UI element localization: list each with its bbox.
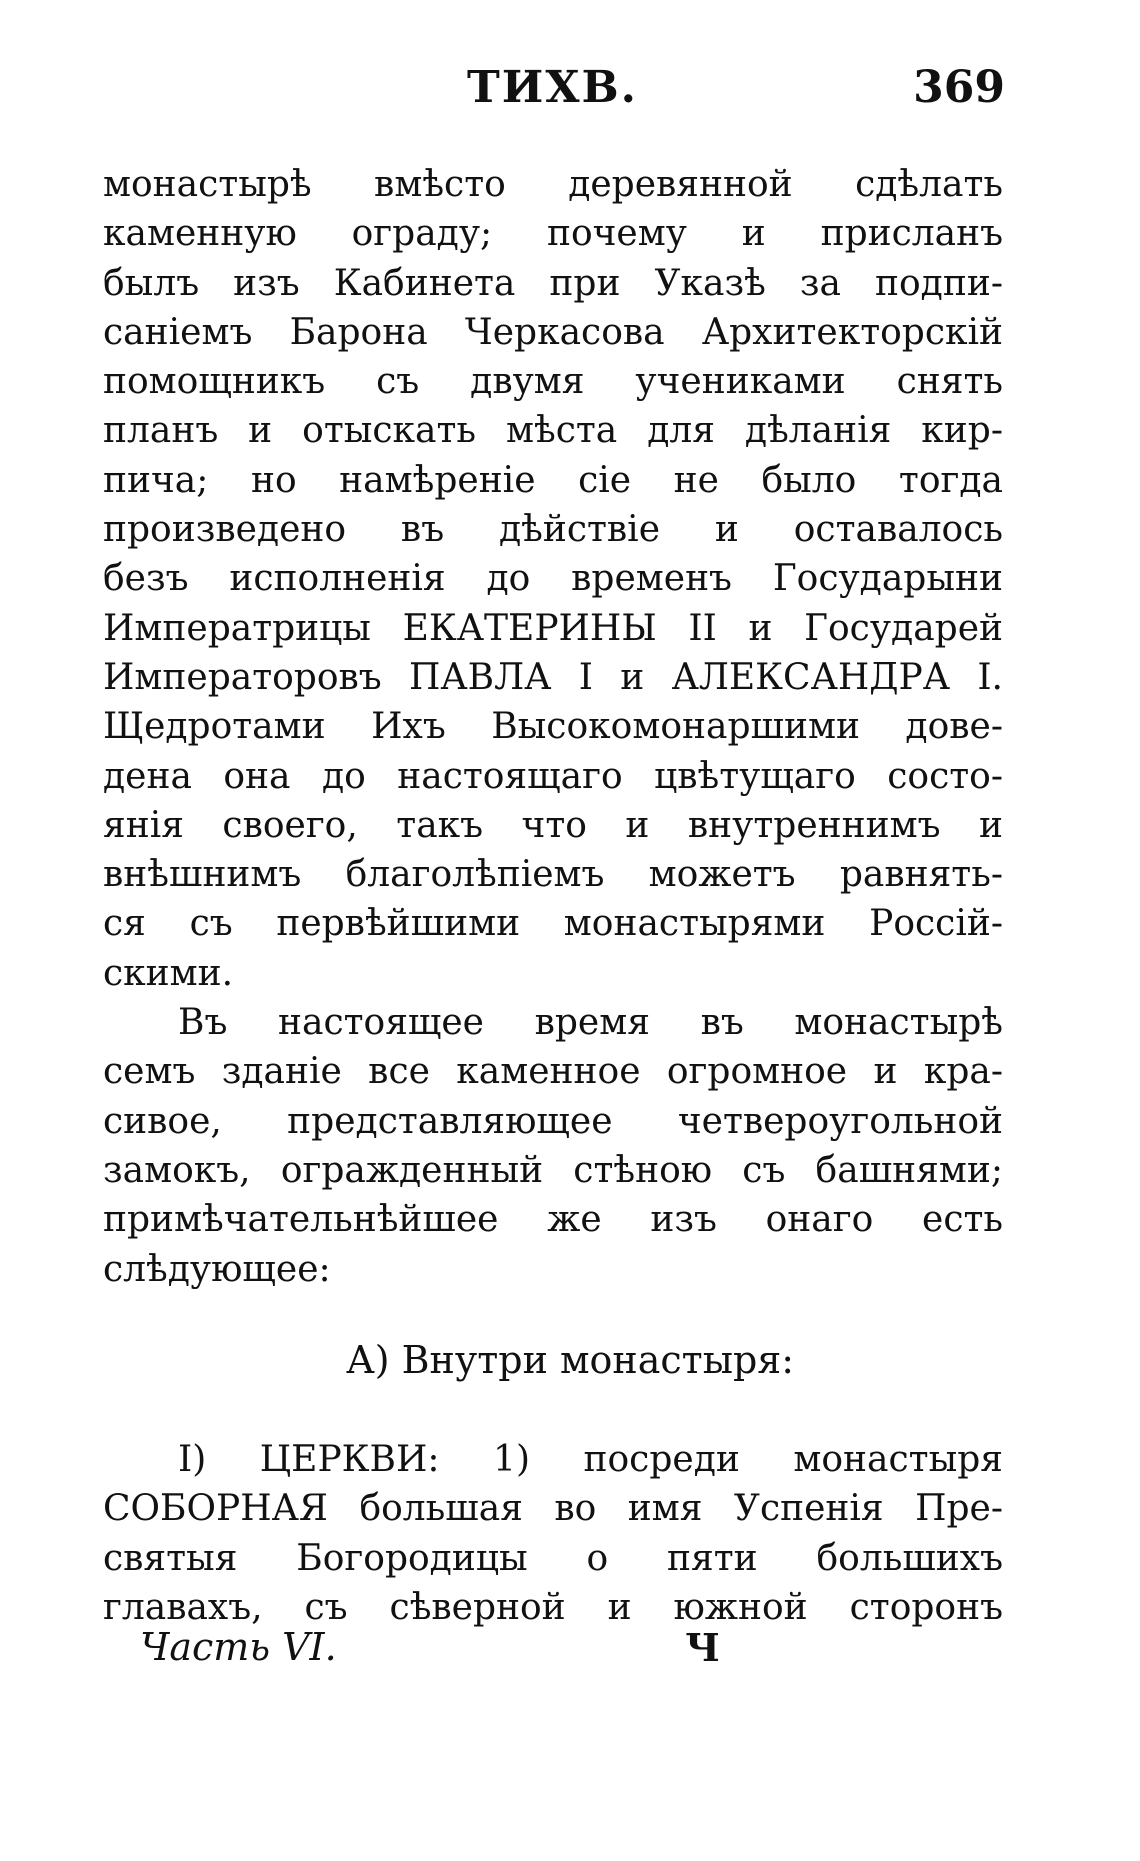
text-line: слѣдующее:	[103, 1248, 331, 1290]
paragraph-1	[103, 160, 1003, 998]
text-line: пича; но намѣреніе сіе не было тогда	[103, 459, 1003, 501]
text-line: каменную ограду; почему и присланъ	[103, 213, 1003, 255]
text-line: семъ зданіе все каменное огромное и кра-	[103, 1051, 1003, 1093]
text-line: саніемъ Барона Черкасова Архитекторскій	[103, 311, 1003, 353]
text-line: I) ЦЕРКВИ: 1) посреди монастыря	[178, 1439, 1003, 1480]
text-line: безъ исполненія до временъ Государыни	[103, 558, 1003, 600]
text-line: монастырѣ вмѣсто деревянной сдѣлать	[103, 164, 1003, 205]
text-line: замокъ, огражденный стѣною съ башнями;	[103, 1149, 1003, 1191]
text-line: святыя Богородицы о пяти большихъ	[103, 1537, 1003, 1579]
page-footer	[140, 1625, 720, 1675]
section-heading: А) Внутри монастыря:	[345, 1338, 795, 1382]
text-line: Императоровъ ПАВЛА I и АЛЕКСАНДРА I.	[103, 656, 1003, 698]
body-text	[103, 160, 1003, 1294]
text-line: сивое, представляющее четвероугольной	[103, 1100, 1003, 1142]
text-line: произведено въ дѣйствіе и оставалось	[103, 509, 1003, 551]
signature-mark: Ч	[685, 1625, 720, 1670]
text-line: планъ и отыскать мѣста для дѣланія кир-	[103, 410, 1003, 452]
text-line: внѣшнимъ благолѣпіемъ можетъ равнять-	[103, 854, 1003, 896]
text-line: Въ настоящее время въ монастырѣ	[178, 1002, 1003, 1044]
running-head	[100, 62, 1005, 122]
text-line: Щедротами Ихъ Высокомонаршими дове-	[103, 706, 1003, 748]
text-line: дена она до настоящаго цвѣтущаго состо-	[103, 755, 1003, 797]
text-line: былъ изъ Кабинета при Указѣ за подпи-	[103, 262, 1003, 304]
text-line: ся съ первѣйшими монастырями Россій-	[103, 903, 1003, 945]
running-title: ТИХВ.	[467, 62, 638, 113]
text-line: помощникъ съ двумя учениками снять	[103, 361, 1003, 403]
page-number: 369	[913, 62, 1005, 113]
volume-part: Часть VI.	[140, 1625, 337, 1669]
text-line: янія своего, такъ что и внутреннимъ и	[103, 804, 1003, 846]
text-line: СОБОРНАЯ большая во имя Успенія Пре-	[103, 1488, 1003, 1530]
list-paragraph	[103, 1435, 1003, 1632]
text-line: главахъ, съ сѣверной и южной сторонъ	[103, 1586, 1003, 1628]
text-line: примѣчательнѣйшее же изъ онаго есть	[103, 1199, 1003, 1241]
text-line: Императрицы ЕКАТЕРИНЫ II и Государей	[103, 607, 1003, 649]
paragraph-2	[103, 998, 1003, 1294]
text-line: скими.	[103, 952, 234, 994]
